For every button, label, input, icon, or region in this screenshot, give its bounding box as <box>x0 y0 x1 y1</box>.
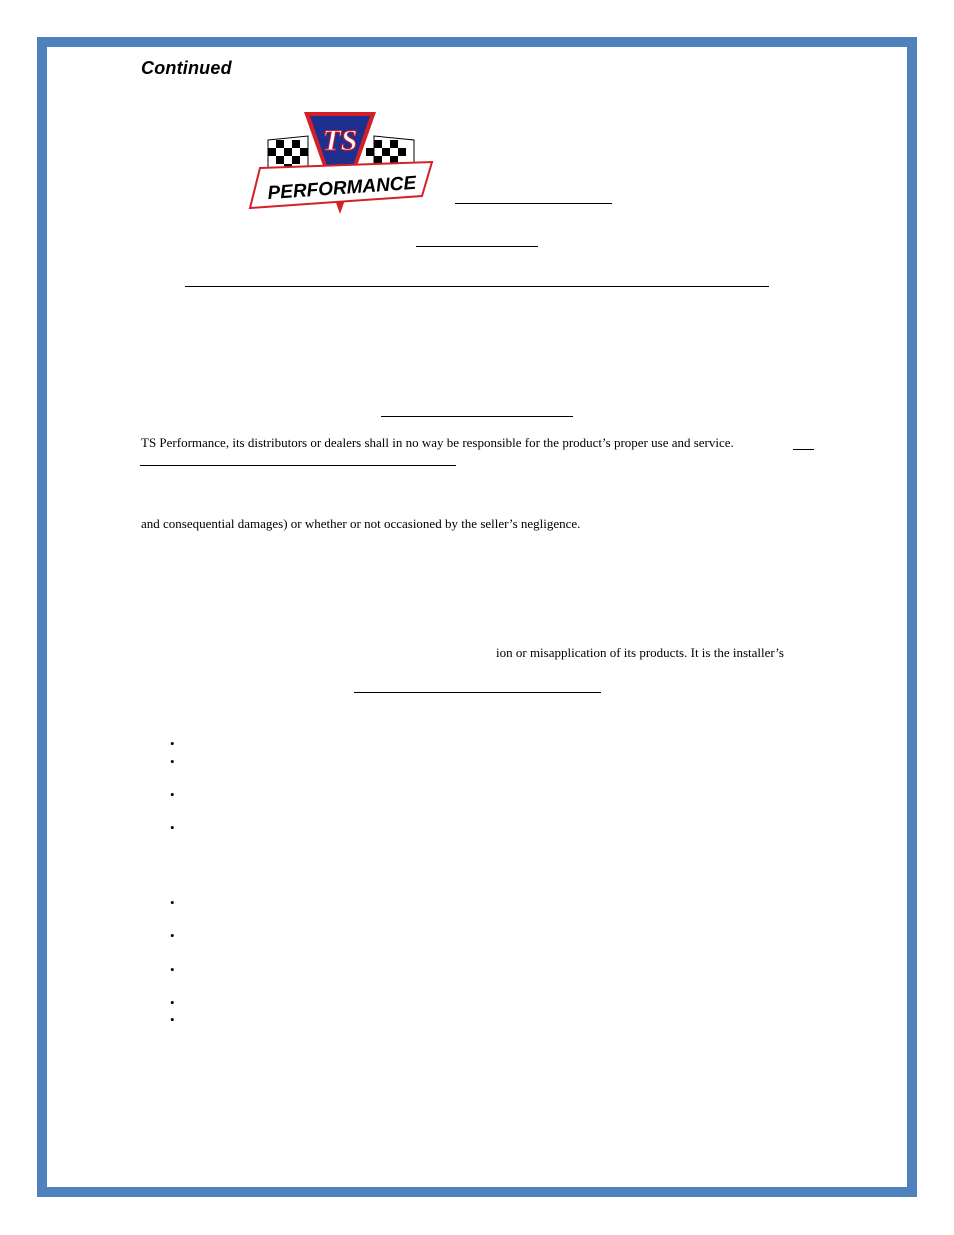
logo-banner-text: PERFORMANCE <box>266 172 417 205</box>
bullet-icon: • <box>170 1012 175 1027</box>
bullet-icon: • <box>170 736 175 751</box>
installer-text: ion or misapplication of its products. It is the installer’s <box>496 645 784 660</box>
text-underline-long <box>140 465 456 466</box>
ts-performance-logo <box>246 110 438 218</box>
page-border <box>37 37 917 1197</box>
bullet-icon: • <box>170 895 175 910</box>
bullet-icon: • <box>170 928 175 943</box>
logo-ts-text: TS <box>322 124 358 157</box>
section-underline-warranty <box>381 416 573 417</box>
bullet-icon: • <box>170 962 175 977</box>
bullet-icon: • <box>170 787 175 802</box>
responsibility-text: TS Performance, its distributors or dealers shall in no way be responsible for the product’s proper use and service. <box>141 435 734 450</box>
bullet-icon: • <box>170 754 175 769</box>
section-underline-installation <box>354 692 601 693</box>
bullet-icon: • <box>170 995 175 1010</box>
heading-underline-3 <box>185 286 769 287</box>
heading-underline-2 <box>416 246 538 247</box>
heading-underline-1 <box>455 203 612 204</box>
continued-heading: Continued <box>141 58 232 78</box>
bullet-icon: • <box>170 820 175 835</box>
damages-text: and consequential damages) or whether or not occasioned by the seller’s negligence. <box>141 516 581 531</box>
text-underline-short <box>793 449 814 450</box>
